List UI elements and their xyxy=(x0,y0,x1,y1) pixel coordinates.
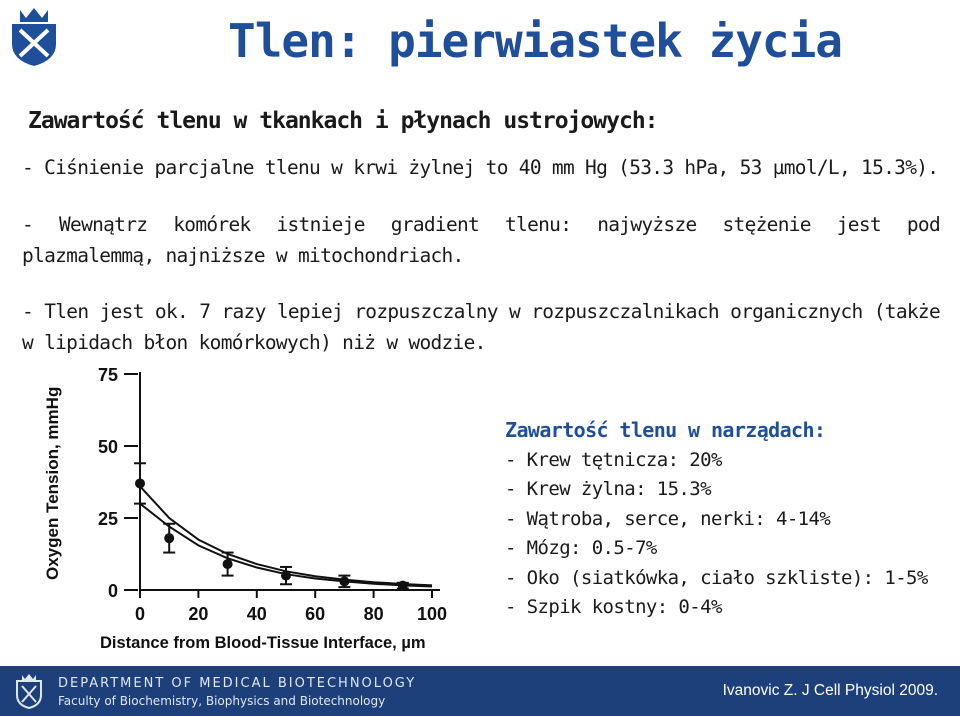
department-name: DEPARTMENT OF MEDICAL BIOTECHNOLOGY xyxy=(58,676,417,691)
x-axis-label: Distance from Blood-Tissue Interface, µm xyxy=(100,634,426,652)
y-tick-label: 25 xyxy=(97,509,118,529)
paragraph-line: - Wewnątrz komórek istnieje gradient tlenu: najwyższe stężenie jest pod xyxy=(22,213,940,236)
data-point xyxy=(398,581,408,591)
paragraph-solubility xyxy=(22,296,940,358)
slide-subtitle: Zawartość tlenu w tkankach i płynach ustrojowych: xyxy=(28,108,658,134)
paragraph-line: w lipidach błon komórkowych) niż w wodzie. xyxy=(22,331,486,354)
slide-title: Tlen: pierwiastek życia xyxy=(228,14,842,68)
paragraph-venous-oxygen xyxy=(22,152,940,183)
organ-list-item: - Mózg: 0.5-7% xyxy=(505,537,657,559)
organ-list-item: - Krew żylna: 15.3% xyxy=(505,478,711,500)
data-point xyxy=(281,571,291,581)
department-logo xyxy=(14,673,44,709)
x-tick-label: 0 xyxy=(134,604,146,624)
organ-list-item: - Oko (siatkówka, ciało szkliste): 1-5% xyxy=(505,566,928,589)
oxygen-tension-chart xyxy=(0,360,470,660)
organ-list-heading: Zawartość tlenu w narządach: xyxy=(505,418,826,442)
x-tick-label: 60 xyxy=(305,604,326,624)
paragraph-line: - Tlen jest ok. 7 razy lepiej rozpuszczalny w rozpuszczalnikach organicznych (także xyxy=(22,300,940,323)
paragraph-line: plazmalemmą, najniższe w mitochondriach. xyxy=(22,244,464,267)
x-tick-label: 100 xyxy=(416,604,448,624)
data-point xyxy=(164,533,174,543)
faculty-name: Faculty of Biochemistry, Biophysics and Biotechnology xyxy=(58,694,386,708)
x-tick-label: 80 xyxy=(363,604,384,624)
x-tick-label: 20 xyxy=(188,604,209,624)
y-tick-label: 0 xyxy=(107,581,118,601)
data-point xyxy=(223,559,233,569)
data-point xyxy=(135,478,145,488)
y-tick-label: 75 xyxy=(97,365,118,385)
y-tick-label: 50 xyxy=(97,437,118,457)
x-tick-label: 40 xyxy=(246,604,267,624)
organ-list-item: - Szpik kostny: 0-4% xyxy=(505,596,722,618)
data-point xyxy=(339,576,349,586)
footer-bar xyxy=(0,666,960,716)
paragraph-cell-gradient xyxy=(22,209,940,271)
paragraph-line: - Ciśnienie parcjalne tlenu w krwi żylnej to 40 mm Hg (53.3 hPa, 53 µmol/L, 15.3%). xyxy=(22,156,939,179)
organ-oxygen-list xyxy=(505,416,928,623)
citation: Ivanovic Z. J Cell Physiol 2009. xyxy=(722,682,938,699)
organ-list-item: - Wątroba, serce, nerki: 4-14% xyxy=(505,507,831,530)
y-axis-label: Oxygen Tension, mmHg xyxy=(43,386,62,580)
organ-list-item: - Krew tętnicza: 20% xyxy=(505,448,722,471)
